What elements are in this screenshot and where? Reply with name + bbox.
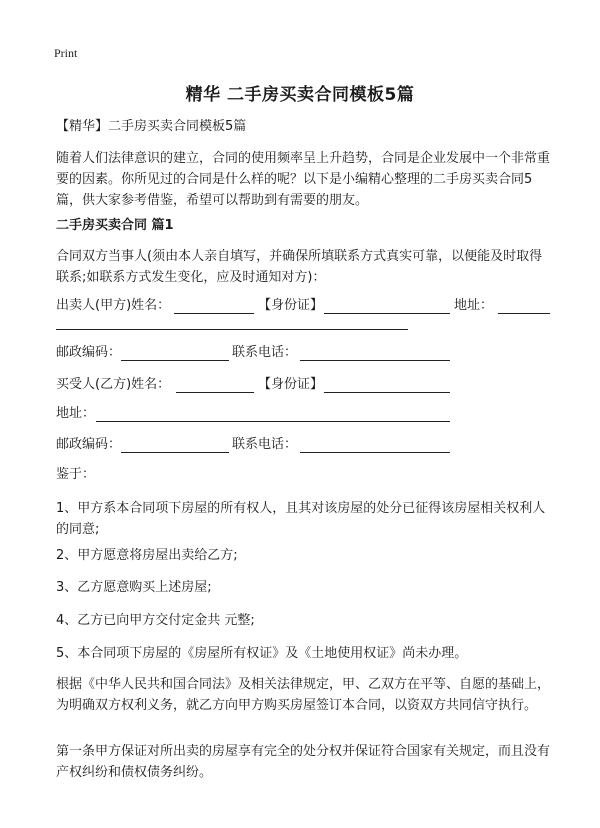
section-heading: 二手房买卖合同 篇1 xyxy=(56,218,174,233)
buyer-address-field[interactable] xyxy=(96,421,450,422)
whereas-item-2: 2、甲方愿意将房屋出卖给乙方; xyxy=(56,548,238,563)
buyer-id-label: 【身份证】 xyxy=(258,377,324,392)
buyer-phone-field[interactable] xyxy=(300,452,450,453)
buyer-postcode-label: 邮政编码： xyxy=(56,437,122,452)
seller-address-field-continued[interactable] xyxy=(56,329,408,330)
whereas-item-4: 4、乙方已向甲方交付定金共 元整; xyxy=(56,613,255,628)
seller-postcode-field[interactable] xyxy=(121,360,229,361)
buyer-postcode-field[interactable] xyxy=(121,452,229,453)
buyer-address-label: 地址： xyxy=(56,406,96,421)
seller-id-label: 【身份证】 xyxy=(258,298,324,313)
buyer-id-field[interactable] xyxy=(324,392,450,393)
intro-paragraph: 随着人们法律意识的建立，合同的使用频率呈上升趋势，合同是企业发展中一个非常重要的因素。你所见过的合同是什么样的呢？以下是小编精心整理的二手房买卖合同5篇，供大家参考借鉴，希望可以帮助到有需要的朋友。 xyxy=(56,151,551,208)
seller-id-field[interactable] xyxy=(324,313,450,314)
parties-note: 合同双方当事人(须由本人亲自填写，并确保所填联系方式真实可靠，以便能及时取得联系;如联系方式发生变化，应及时通知对方)： xyxy=(56,249,543,285)
buyer-name-label: 买受人(乙方)姓名： xyxy=(56,377,171,392)
whereas-item-5: 5、本合同项下房屋的《房屋所有权证》及《土地使用权证》尚未办理。 xyxy=(56,646,468,661)
seller-phone-field[interactable] xyxy=(300,360,450,361)
seller-name-field[interactable] xyxy=(174,313,254,314)
buyer-name-field[interactable] xyxy=(176,392,254,393)
whereas-item-1: 1、甲方系本合同项下房屋的所有权人，且其对该房屋的处分已征得该房屋相关权利人的同意; xyxy=(56,501,546,537)
document-subtitle: 【精华】二手房买卖合同模板5篇 xyxy=(56,119,247,134)
document-title: 精华 二手房买卖合同模板5篇 xyxy=(185,85,415,105)
seller-address-label: 地址： xyxy=(454,298,494,313)
seller-postcode-label: 邮政编码： xyxy=(56,345,122,360)
whereas-item-3: 3、乙方愿意购买上述房屋; xyxy=(56,580,212,595)
buyer-phone-label: 联系电话： xyxy=(232,437,298,452)
whereas-label: 鉴于： xyxy=(56,467,96,482)
basis-paragraph: 根据《中华人民共和国合同法》及相关法律规定，甲、乙双方在平等、自愿的基础上，为明确双方权利义务，就乙方向甲方购买房屋签订本合同，以资双方共同信守执行。 xyxy=(56,677,551,713)
article-1: 第一条甲方保证对所出卖的房屋享有完全的处分权并保证符合国家有关规定，而且没有产权纠纷和债权债务纠纷。 xyxy=(56,744,551,780)
seller-phone-label: 联系电话： xyxy=(232,345,298,360)
seller-address-field[interactable] xyxy=(498,313,550,314)
seller-name-label: 出卖人(甲方)姓名： xyxy=(56,298,171,313)
print-label: Print xyxy=(54,46,78,60)
